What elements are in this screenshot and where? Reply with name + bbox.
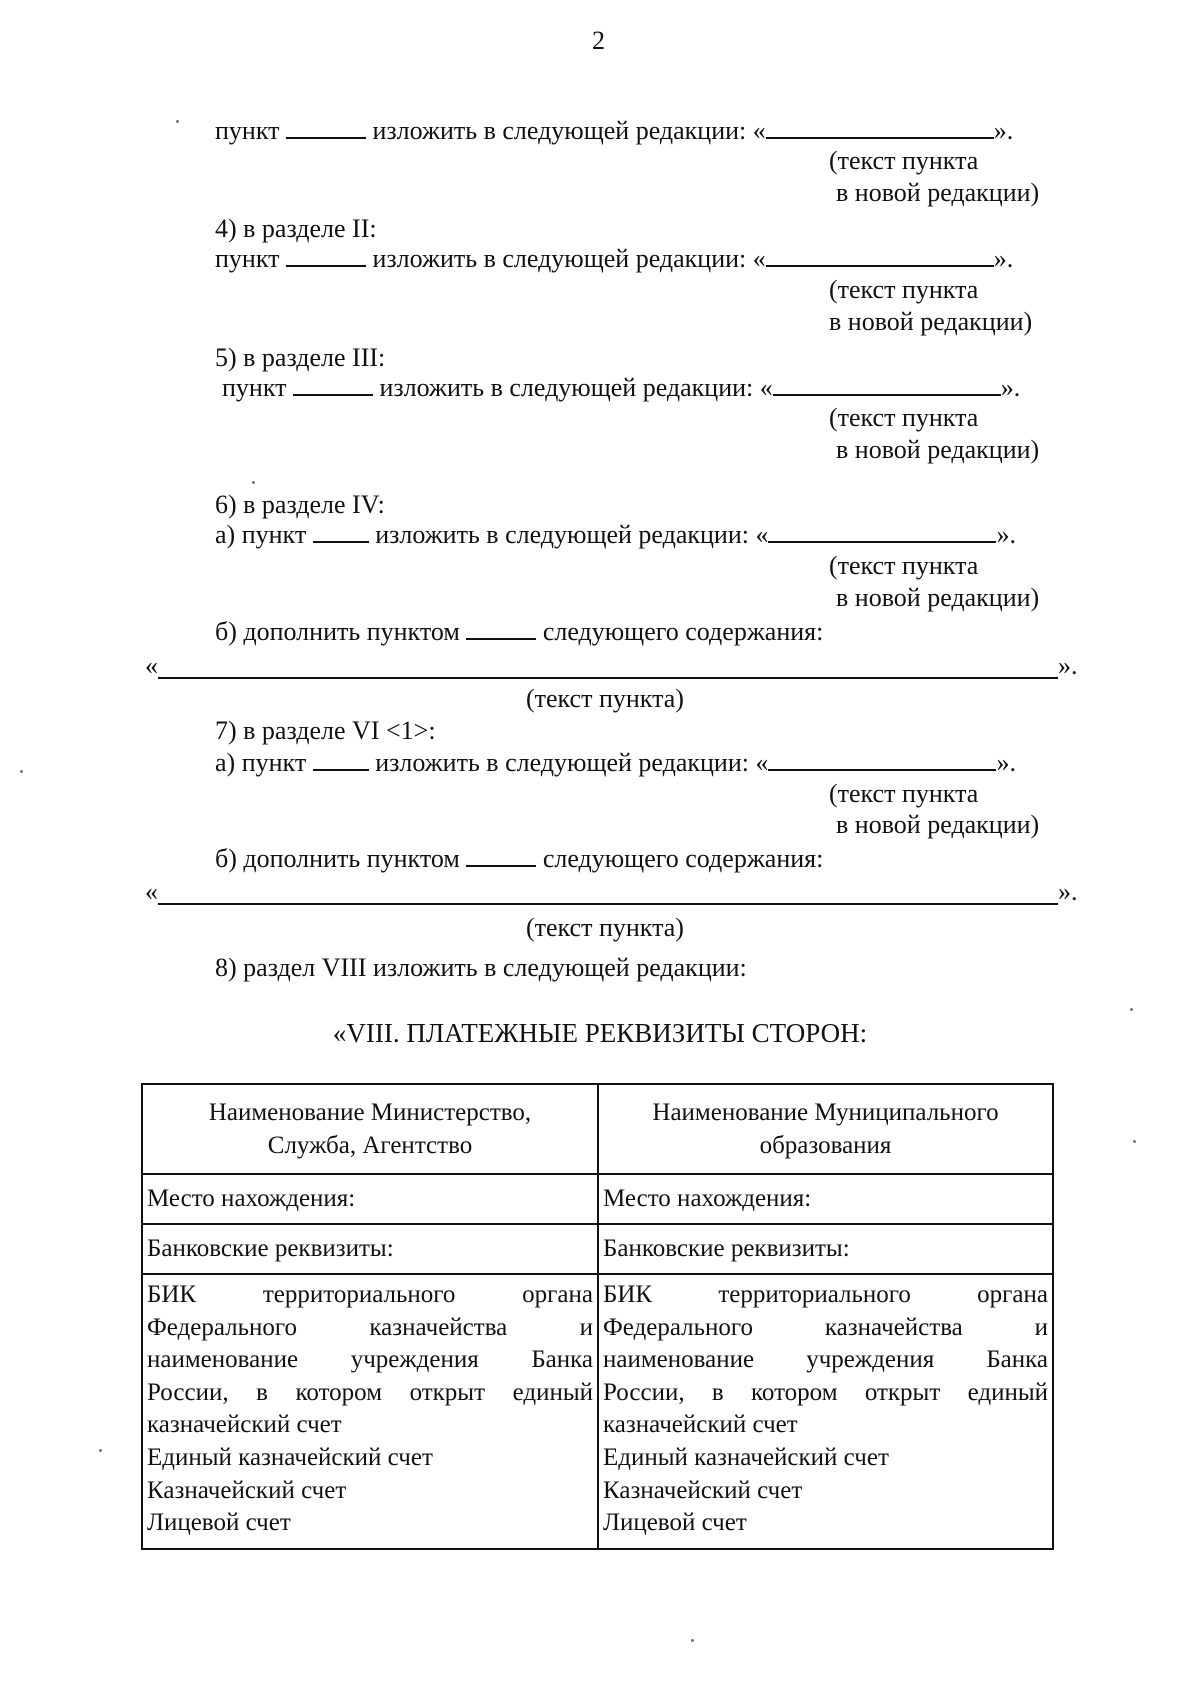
scan-speck (1130, 1008, 1133, 1011)
word-punkt: пункт (222, 373, 287, 402)
left-location-cell: Место нахождения: (142, 1174, 598, 1224)
left-bank-cell: Банковские реквизиты: (142, 1224, 598, 1274)
word-punkt: пункт (215, 116, 280, 145)
bik-line: БИК территориального органа (147, 1281, 593, 1308)
item-5-title: 5) в разделе III: (215, 343, 386, 372)
edit-text: изложить в следующей редакции: « (379, 373, 773, 402)
blank-field (766, 264, 994, 267)
note-only: (текст пункта) (526, 684, 684, 713)
bik-line: Федерального казначейства и (603, 1313, 1049, 1341)
edit-text: изложить в следующей редакции: « (372, 244, 766, 273)
item-7b-line (215, 846, 823, 872)
bik-line: Федерального казначейства и (147, 1313, 594, 1341)
item-7a-prefix: а) пункт (215, 748, 307, 777)
scan-speck (1133, 1140, 1136, 1143)
scan-speck (691, 1639, 694, 1642)
note-new: в новой редакции) (836, 435, 1040, 464)
note-text: (текст пункта (829, 403, 979, 432)
item-5-line (222, 375, 1020, 401)
close-quote: ». (1058, 651, 1078, 680)
close-quote: ». (1000, 373, 1021, 402)
bik-line: БИК территориального органа (603, 1281, 1048, 1308)
blank-field (313, 540, 369, 543)
section-heading: «VIII. ПЛАТЕЖНЫЕ РЕКВИЗИТЫ СТОРОН: (332, 1018, 868, 1048)
close-quote: ». (1058, 877, 1078, 906)
account-line: казначейский счет (603, 1411, 798, 1439)
note-text: (текст пункта (829, 275, 979, 304)
word-punkt: пункт (215, 244, 280, 273)
blank-field (286, 136, 366, 139)
page-number: 2 (592, 26, 605, 55)
item-6b-line (215, 619, 823, 645)
right-header-line: образования (759, 1132, 892, 1159)
scan-speck (176, 120, 179, 123)
left-header-line: Служба, Агентство (267, 1132, 473, 1159)
blank-field (773, 393, 1001, 396)
open-quote: « (145, 651, 158, 680)
bik-line: России, в котором открыт единый (147, 1378, 593, 1406)
right-location-cell: Место нахождения: (598, 1174, 1053, 1224)
table-row (142, 1274, 1053, 1549)
bik-line: наименование учреждения Банка (147, 1346, 594, 1374)
left-header-line: Наименование Министерство, (208, 1099, 532, 1126)
table-row (142, 1084, 1053, 1174)
note-new: в новой редакции) (829, 307, 1033, 336)
requisites-table (141, 1083, 1054, 1550)
item-7-title: 7) в разделе VI <1>: (215, 716, 436, 745)
blank-field (286, 264, 366, 267)
note-new: в новой редакции) (836, 583, 1040, 612)
item-6a-prefix: а) пункт (215, 520, 307, 549)
close-quote: ». (996, 748, 1016, 777)
scan-speck (20, 770, 23, 773)
table-row (142, 1224, 1053, 1274)
item-4-title: 4) в разделе II: (215, 214, 377, 243)
account-line: Лицевой счет (147, 1509, 291, 1537)
long-blank-line (158, 903, 1058, 905)
account-line: Казначейский счет (147, 1476, 347, 1504)
blank-field (768, 540, 996, 543)
table-row (142, 1174, 1053, 1224)
item-8-title: 8) раздел VIII изложить в следующей редакции: (215, 953, 747, 982)
edit-text: изложить в следующей редакции: « (375, 748, 769, 777)
close-quote: ». (993, 244, 1014, 273)
bik-line: России, в котором открыт единый (603, 1378, 1048, 1406)
blank-field (313, 768, 369, 771)
account-line: Казначейский счет (603, 1476, 803, 1504)
right-header-cell (598, 1084, 1053, 1174)
right-bank-cell: Банковские реквизиты: (598, 1224, 1053, 1274)
left-header-cell (142, 1084, 598, 1174)
bik-line: наименование учреждения Банка (603, 1346, 1049, 1374)
account-line: Единый казначейский счет (603, 1443, 889, 1471)
scan-speck (252, 481, 255, 484)
account-line: казначейский счет (147, 1411, 342, 1439)
note-text: (текст пункта (829, 551, 979, 580)
close-quote: ». (996, 520, 1016, 549)
item-3-line (215, 118, 1013, 144)
item-7b-text-2: следующего содержания: (542, 844, 824, 873)
blank-field (466, 637, 536, 640)
item-7b-text-1: б) дополнить пунктом (215, 844, 460, 873)
item-4-line (215, 246, 1013, 272)
blank-field (466, 864, 536, 867)
right-bik-cell (598, 1274, 1053, 1549)
close-quote: ». (993, 116, 1014, 145)
left-bik-cell (142, 1274, 598, 1549)
item-6b-text-2: следующего содержания: (542, 617, 824, 646)
right-header-line: Наименование Муниципального (652, 1099, 999, 1126)
note-only: (текст пункта) (526, 913, 684, 942)
edit-text: изложить в следующей редакции: « (375, 520, 769, 549)
edit-text: изложить в следующей редакции: « (372, 116, 766, 145)
note-new: в новой редакции) (836, 810, 1040, 839)
item-6a-line (215, 522, 1016, 548)
item-7a-line (215, 750, 1016, 776)
open-quote: « (145, 877, 158, 906)
scan-speck (99, 1449, 102, 1452)
blank-field (766, 136, 994, 139)
account-line: Лицевой счет (603, 1509, 747, 1537)
blank-field (293, 393, 373, 396)
long-blank-line (158, 677, 1058, 679)
note-text: (текст пункта (829, 779, 979, 808)
item-6-title: 6) в разделе IV: (215, 490, 385, 519)
blank-field (768, 768, 996, 771)
note-new: в новой редакции) (836, 178, 1040, 207)
item-6b-text-1: б) дополнить пунктом (215, 617, 460, 646)
account-line: Единый казначейский счет (147, 1443, 433, 1471)
note-text: (текст пункта (829, 146, 979, 175)
